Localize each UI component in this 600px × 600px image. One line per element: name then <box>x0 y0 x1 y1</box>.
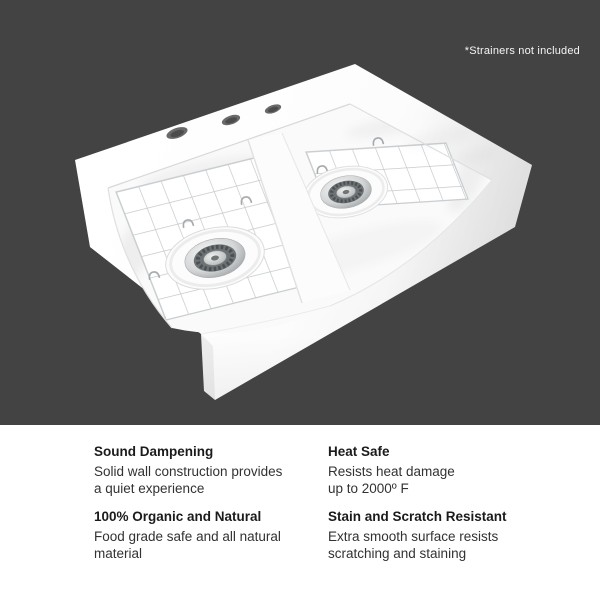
feature-text-line: scratching and staining <box>328 546 467 561</box>
feature-text-line: material <box>94 546 143 561</box>
feature-title: Heat Safe <box>328 444 390 459</box>
feature-text-line: up to 2000º F <box>328 481 409 496</box>
feature-text-line: Extra smooth surface resists <box>328 529 499 544</box>
feature-text-line: a quiet experience <box>94 481 205 496</box>
feature-text-line: Resists heat damage <box>328 464 455 479</box>
feature-heat-safe <box>328 444 455 497</box>
feature-text-line: Food grade safe and all natural <box>94 529 281 544</box>
feature-text-line: Solid wall construction provides <box>94 464 283 479</box>
strainers-note: *Strainers not included <box>464 45 580 57</box>
feature-sound-dampening <box>94 444 282 497</box>
feature-title: 100% Organic and Natural <box>94 509 262 524</box>
features-section <box>0 425 600 600</box>
feature-organic-natural <box>94 509 281 562</box>
feature-title: Stain and Scratch Resistant <box>328 509 507 524</box>
feature-title: Sound Dampening <box>94 444 214 459</box>
feature-stain-scratch-resistant <box>328 509 507 562</box>
